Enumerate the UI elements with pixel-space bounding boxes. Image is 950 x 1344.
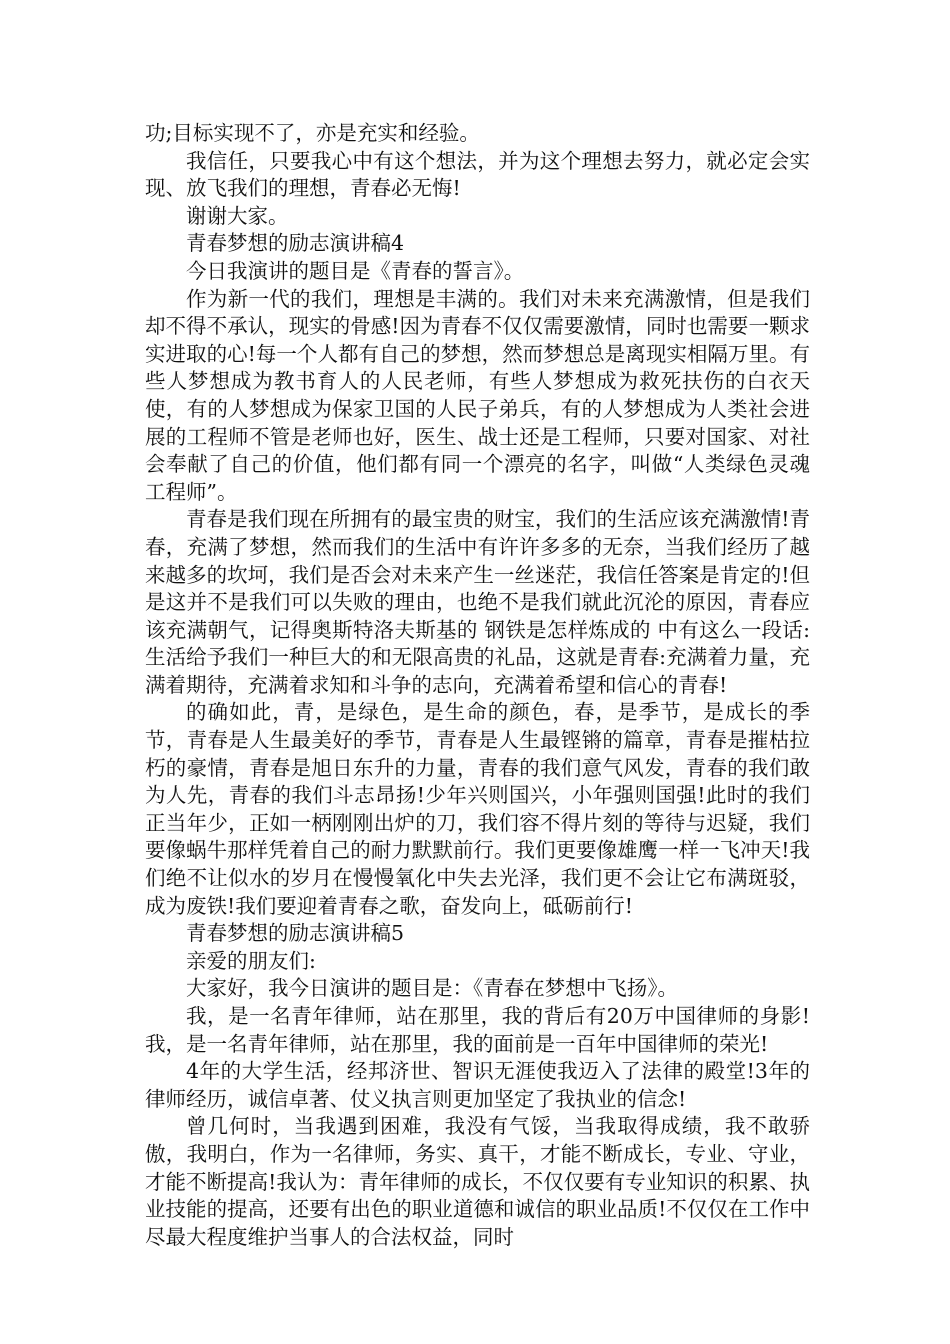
paragraph: 大家好，我今日演讲的题目是：《青春在梦想中飞扬》。 <box>186 976 678 1001</box>
paragraph: 曾几何时，当我遇到困难，我没有气馁，当我取得成绩，我不敢骄傲，我明白，作为一名律师，务实、真干，才能不断成长，专业、守业，才能不断提高!我认为：青年律师的成长，不仅仅要有专业知识的积累、执业技能的提高，还要有出色的职业道德和诚信的职业品质!不仅仅在工作中尽最大程度维护当事人的合法权益，同时 <box>145 1114 810 1249</box>
paragraph: 我信任，只要我心中有这个想法，并为这个理想去努力，就必定会实现、放飞我们的理想，青春必无悔! <box>145 148 810 201</box>
paragraph: 功;目标实现不了，亦是充实和经验。 <box>145 121 480 145</box>
paragraph: 谢谢大家。 <box>186 203 289 228</box>
document-body <box>145 120 810 1251</box>
paragraph: 的确如此，青，是绿色，是生命的颜色，春，是季节，是成长的季节，青春是人生最美好的季节，青春是人生最铿锵的篇章，青春是摧枯拉朽的豪情，青春是旭日东升的力量，青春的我们意气风发，青春的我们敢为人先，青春的我们斗志昂扬!少年兴则国兴，小年强则国强!此时的我们正当年少，正如一柄刚刚出炉的刀，我们容不得片刻的等待与迟疑，我们要像蜗牛那样凭着自己的耐力默默前行。我们更要像雄鹰一样一飞冲天!我们绝不让似水的岁月在慢慢氧化中失去光泽，我们更不会让它布满斑驳，成为废铁!我们要迎着青春之歌，奋发向上，砥砺前行! <box>145 700 810 918</box>
paragraph: 4年的大学生活，经邦济世、智识无涯使我迈入了法律的殿堂!3年的律师经历，诚信卓著、仗义执言则更加坚定了我执业的信念! <box>145 1059 810 1111</box>
section-heading: 青春梦想的励志演讲稿5 <box>186 921 405 946</box>
paragraph: 今日我演讲的题目是《青春的誓言》。 <box>186 258 525 283</box>
paragraph: 我，是一名青年律师，站在那里，我的背后有20万中国律师的身影!我，是一名青年律师，站在那里，我的面前是一百年中国律师的荣光! <box>145 1004 810 1056</box>
section-heading: 青春梦想的励志演讲稿4 <box>186 231 405 256</box>
paragraph: 作为新一代的我们，理想是丰满的。我们对未来充满激情，但是我们却不得不承认，现实的骨感!因为青春不仅仅需要激情，同时也需要一颗求实进取的心!每一个人都有自己的梦想，然而梦想总是离现实相隔万里。有些人梦想成为教书育人的人民老师，有些人梦想成为救死扶伤的白衣天使，有的人梦想成为保家卫国的人民子弟兵，有的人梦想成为人类社会进展的工程师不管是老师也好，医生、战士还是工程师，只要对国家、对社会奉献了自己的价值，他们都有同一个漂亮的名字，叫做“人类绿色灵魂工程师”。 <box>145 286 810 504</box>
paragraph: 亲爱的朋友们: <box>186 948 316 973</box>
paragraph: 青春是我们现在所拥有的最宝贵的财宝，我们的生活应该充满激情!青春，充满了梦想，然而我们的生活中有许许多多的无奈，当我们经历了越来越多的坎坷，我们是否会对未来产生一丝迷茫，我信任答案是肯定的!但是这并不是我们可以失败的理由，也绝不是我们就此沉沦的原因，青春应该充满朝气，记得奥斯特洛夫斯基的 钢铁是怎样炼成的 中有这么一段话:生活给予我们一种巨大的和无限高贵的礼品，这就是青春:充满着力量，充满着期待，充满着求知和斗争的志向，充满着希望和信心的青春! <box>145 507 810 697</box>
